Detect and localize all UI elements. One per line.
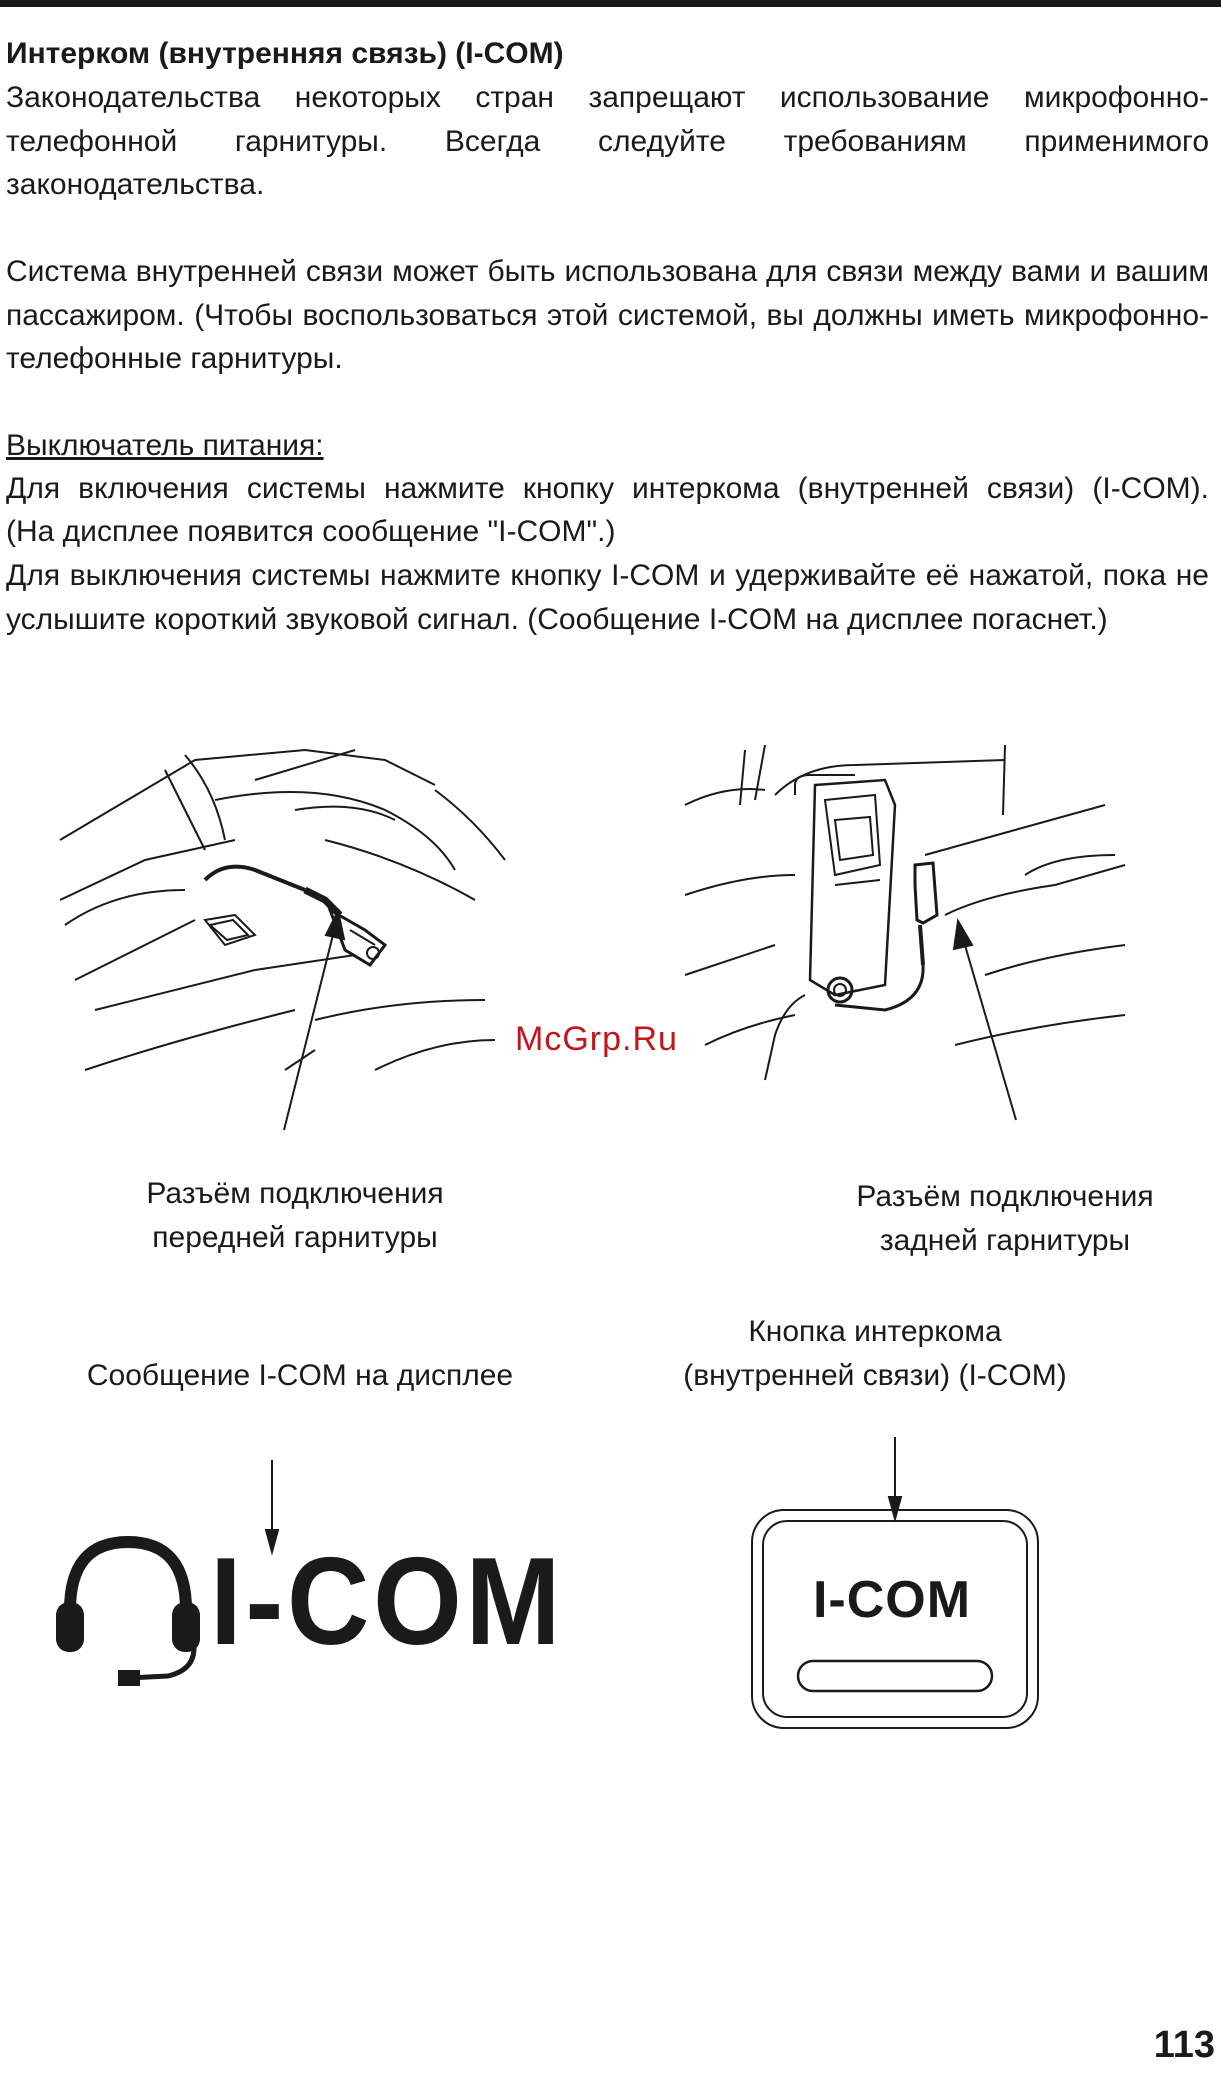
caption-front-connector [80, 1172, 510, 1260]
paragraph-system-description: Система внутренней связи может быть использована для связи между вами и вашим пассажиром. (Чтобы воспользоваться этой системой, вы должны иметь микрофонно-телефонные гарнитуры. [6, 255, 1209, 375]
caption-rear-connector [790, 1175, 1220, 1263]
watermark: McGrp.Ru [515, 1020, 678, 1058]
rear-connector-illustration [685, 745, 1125, 1080]
page-number: 113 [1153, 2024, 1215, 2066]
caption-rear-line1: Разъём подключения [856, 1180, 1154, 1213]
caption-icom-display: Сообщение I-COM на дисплее [86, 1359, 514, 1392]
caption-front-line2: передней гарнитуры [152, 1221, 438, 1254]
button-icom-label: I-COM [812, 1571, 972, 1629]
caption-icom-button [660, 1310, 1090, 1398]
rear-connector-arrow [950, 915, 1030, 1125]
caption-button-line1: Кнопка интеркома [748, 1315, 1002, 1348]
top-rule [0, 0, 1221, 7]
caption-rear-line2: задней гарнитуры [879, 1224, 1131, 1257]
caption-button-line2: (внутренней связи) (I-COM) [683, 1359, 1067, 1392]
subheading-power-switch: Выключатель питания: [6, 429, 324, 462]
paragraph-legal-warning: Законодательства некоторых стран запрещают использование микрофонно-телефонной гарнитуры. Всегда следуйте требованиям применимого законодательства. [6, 81, 1209, 201]
caption-front-line1: Разъём подключения [146, 1177, 444, 1210]
headset-icon [48, 1530, 218, 1690]
paragraph-power-off: Для выключения системы нажмите кнопку I-COM и удерживайте её нажатой, пока не услышите короткий звуковой сигнал. (Сообщение I-COM на дисплее погаснет.) [6, 559, 1209, 636]
paragraph-display-message: (На дисплее появится сообщение "I-COM".) [6, 515, 616, 548]
paragraph-power-on: Для включения системы нажмите кнопку интеркома (внутренней связи) (I-COM). [6, 472, 1209, 505]
section-heading: Интерком (внутренняя связь) (I-COM) [6, 37, 564, 70]
front-connector-arrow [280, 905, 360, 1135]
display-icom-label: I-COM [210, 1533, 565, 1671]
